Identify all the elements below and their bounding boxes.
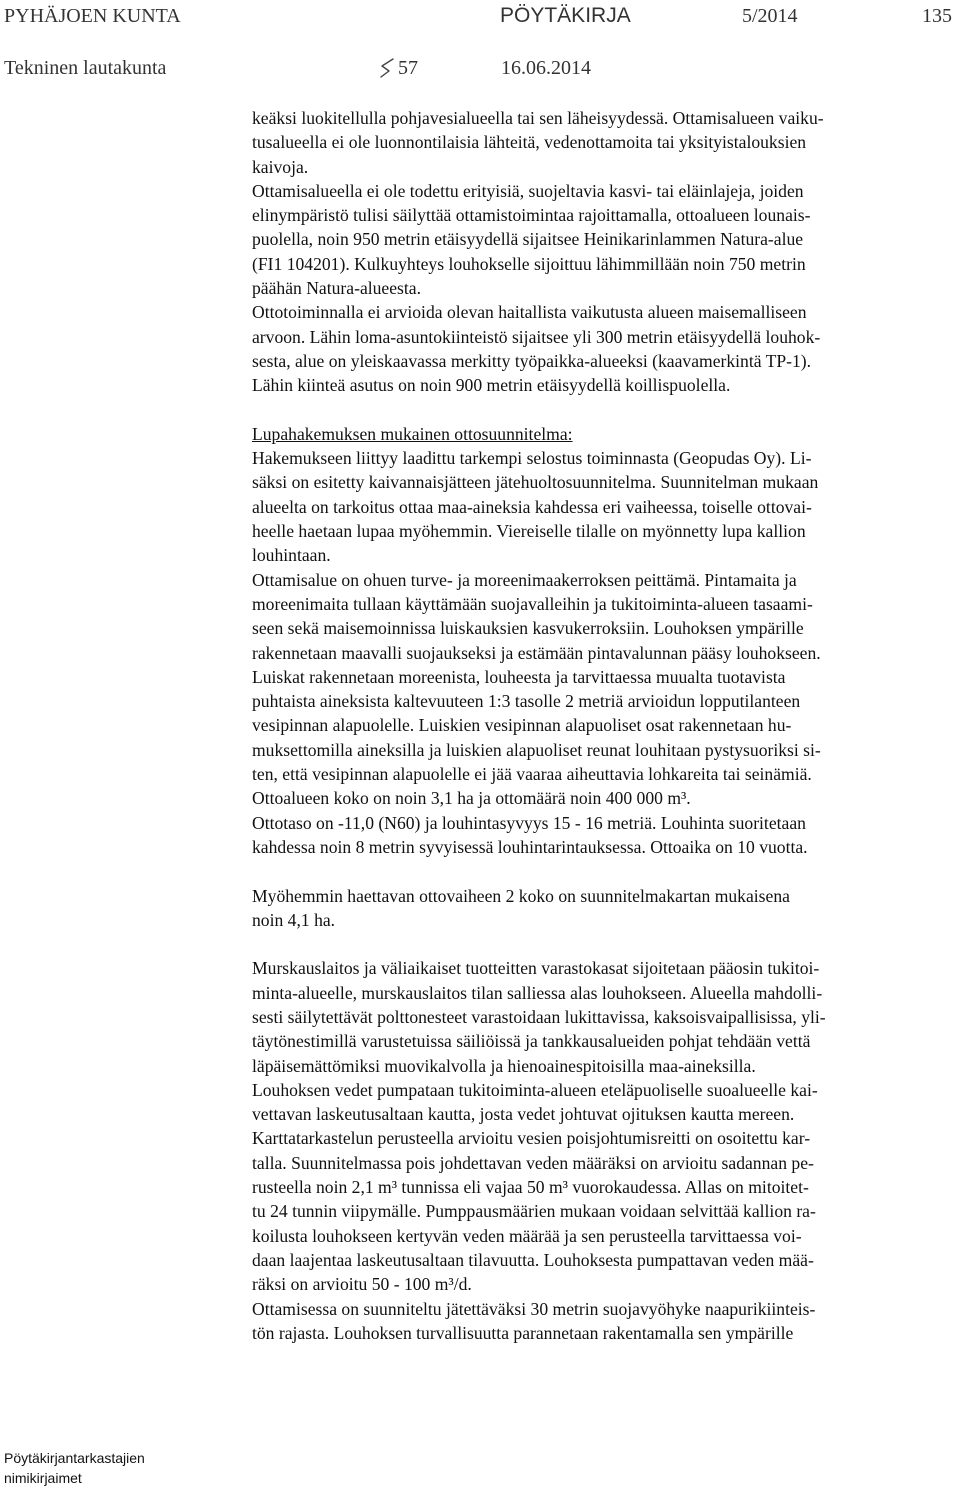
paragraph-groundwater: keäksi luokitellulla pohjavesialueella tai sen läheisyydessä. Ottamisalueen vaiku- tusalueella ei ole luonnontilaisia lähteitä, vedenottamoita tai yksityistalouksien kaivoja. [252,108,824,177]
spacer [252,932,952,956]
signers-initials-label: Pöytäkirjantarkastajien nimikirjaimet [4,1450,145,1486]
document-type: PÖYTÄKIRJA [500,4,631,27]
paragraph-natura: Ottamisalueella ei ole todettu erityisiä, suojeltavia kasvi- tai eläinlajeja, joiden elinympäristö tulisi säilyttää ottamistoimintaa rajoittamalla, ottoalueen lounais- puolella, noin 950 metrin etäisyydellä sijaitsee Heinikarinlammen Natura-alue (FI1 104201). Kulkuyhteys louhokselle sijoittuu lähimmillään noin 750 metrin päähän Natura-alueesta. [252,180,811,299]
paragraph-crushing-plant: Murskauslaitos ja väliaikaiset tuotteitten varastokasat sijoitetaan pääosin tukitoi- minta-alueelle, murskauslaitos tilan salliessa alas louhokseen. Alueella mahdolli- sesti säilytettävät polttonesteet varastoidaan lukittavissa, kaksoisvaipallisissa, yli- täytönestimillä varustetuissa säiliöissä ja tankkausalueiden pohjat tehdään vettä läpäisemättömiksi muovikalvolla ja hienoainespitoisilla maa-aineksilla. [252,958,826,1076]
board-name: Tekninen lautakunta [4,57,167,79]
paragraph-phase-two: Myöhemmin haettavan ottovaiheen 2 koko on suunnitelmakartan mukaisena noin 4,1 ha. [252,885,790,930]
page-number: 135 [922,5,952,27]
paragraph-landscape: Ottotoiminnalla ei arvioida olevan haitallista vaikutusta alueen maisemalliseen arvoon. Lähin loma-asuntokiinteistö sijaitsee yli 300 metrin etäisyydellä louhok- sesta, alue on yleiskaavassa merkitty työpaikka-alueeksi (kaavamerkintä TP-1). Lähin kiinteä asutus on noin 900 metrin etäisyydellä koillispuolella. [252,302,821,396]
paragraph-surface-soil: Ottamisalue on ohuen turve- ja moreenimaakerroksen peittämä. Pintamaita ja moreenimaita tullaan käyttämään suojavalleihin ja tukitoiminta-alueen tasaami- seen sekä maisemoinnissa luiskauksien kasvukerroksiin. Louhoksen ympärille rakennetaan maavalli suojaukseksi ja estämään pintavalunnan pääsy louhokseen. Luiskat rakennetaan moreenista, louheesta ja tarvittaessa muualta tuotavista puhtaista aineksista kaltevuuteen 1:3 tasolle 2 metriä arvioidun lopputilanteen vesipinnan alapuolelle. Luiskien vesipinnan alapuoliset osat rakennetaan hu- muksettomilla aineksilla ja luiskien alapuoliset reunat louhitaan pystysuoriksi si- ten, että vesipinnan alapuolelle ei jää vaaraa aiheuttavia lohkareita tai seinämiä. [252,569,821,785]
document-body [252,106,952,1345]
paragraph-water-management: Louhoksen vedet pumpataan tukitoiminta-alueen eteläpuoliselle suoalueelle kai- vettavan laskeutusaltaan kautta, josta vedet johtuvat ojituksen kautta mereen. Karttatarkastelun perusteella arvioitu vesien poisjohtumisreitti on osoitettu kar- talla. Suunnitelmassa pois johdettavan veden määräksi on arvioitu sadannan pe- rusteella noin 2,1 m³ tunnissa eli vajaa 50 m³ vuorokaudessa. Allas on mitoitet- tu 24 tunnin viipymälle. Pumppausmäärien mukaan voidaan selvittää kallion ra- koilusta louhokseen kertyvän veden määrää ja sen perusteella tarvittaessa voi- daan laajentaa laskeutusaltaan tilavuutta. Louhoksesta pumpattavan veden mää- räksi on arvioitu 50 - 100 m³/d. [252,1079,818,1295]
section-number: 57 [398,57,418,79]
paragraph-protection-zone: Ottamisessa on suunniteltu jätettäväksi 30 metrin suojavyöhyke naapurikiinteis- tön rajasta. Louhoksen turvallisuutta parannetaan rakentamalla sen ympärille [252,1298,816,1343]
spacer [252,398,952,422]
spacer [252,859,952,883]
section-heading-extraction-plan: Lupahakemuksen mukainen ottosuunnitelma: [252,423,573,444]
issue-number: 5/2014 [742,5,798,27]
section-sign-icon [380,58,394,78]
paragraph-extraction-size: Ottoalueen koko on noin 3,1 ha ja ottomäärä noin 400 000 m³. Ottotaso on -11,0 (N60) ja louhintasyvyys 15 - 16 metriä. Louhinta suoritetaan kahdessa noin 8 metrin syvyisessä louhintarintauksessa. Ottoaika on 10 vuotta. [252,788,808,857]
meeting-date: 16.06.2014 [501,57,591,79]
paragraph-application: Hakemukseen liittyy laadittu tarkempi selostus toiminnasta (Geopudas Oy). Li- säksi on esitetty kaivannaisjätteen jätehuoltosuunnitelma. Suunnitelman mukaan alueelta on tarkoitus ottaa maa-aineksia kahdessa eri vaiheessa, toiselle ottovai- heelle haetaan lupaa myöhemmin. Viereiselle tilalle on myönnetty lupa kallion louhintaan. [252,448,819,566]
municipality-name: PYHÄJOEN KUNTA [4,5,181,27]
